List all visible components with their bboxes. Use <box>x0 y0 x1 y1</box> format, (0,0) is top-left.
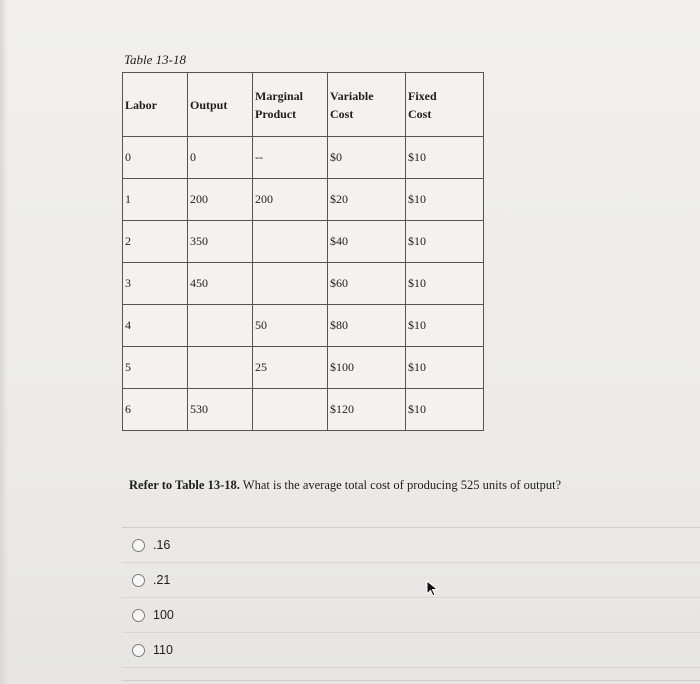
cell-fixed-cost: $10 <box>406 221 484 263</box>
cell-labor: 2 <box>123 221 188 263</box>
header-output: Output <box>188 73 253 137</box>
table-row <box>123 305 484 347</box>
cell-marginal-product: 25 <box>253 347 328 389</box>
table-row <box>123 347 484 389</box>
table-row <box>123 179 484 221</box>
cell-fixed-cost: $10 <box>406 137 484 179</box>
table-row <box>123 263 484 305</box>
cell-fixed-cost: $10 <box>406 389 484 431</box>
header-fixed-cost: Fixed Cost <box>406 73 484 137</box>
cell-variable-cost: $60 <box>328 263 406 305</box>
cell-labor: 5 <box>123 347 188 389</box>
answer-option[interactable] <box>122 528 700 563</box>
question-text <box>129 478 561 493</box>
cell-variable-cost: $0 <box>328 137 406 179</box>
cell-fixed-cost: $10 <box>406 347 484 389</box>
answer-option[interactable] <box>122 633 700 668</box>
header-marginal-product: Marginal Product <box>253 73 328 137</box>
cell-output: 350 <box>188 221 253 263</box>
cell-variable-cost: $40 <box>328 221 406 263</box>
table-row <box>123 137 484 179</box>
cell-variable-cost: $120 <box>328 389 406 431</box>
cell-marginal-product <box>253 263 328 305</box>
header-labor: Labor <box>123 73 188 137</box>
answer-option[interactable] <box>122 598 700 633</box>
cell-labor: 6 <box>123 389 188 431</box>
cell-marginal-product: 50 <box>253 305 328 347</box>
question-ref: Refer to Table 13-18. <box>129 478 240 492</box>
radio-button[interactable] <box>132 644 145 657</box>
table-row <box>123 389 484 431</box>
cost-table <box>122 72 484 431</box>
answer-label: 110 <box>153 643 173 657</box>
cell-output: 530 <box>188 389 253 431</box>
cell-output <box>188 347 253 389</box>
cell-fixed-cost: $10 <box>406 179 484 221</box>
header-variable-cost: Variable Cost <box>328 73 406 137</box>
cell-labor: 4 <box>123 305 188 347</box>
divider <box>122 680 700 681</box>
cell-marginal-product: -- <box>253 137 328 179</box>
radio-button[interactable] <box>132 574 145 587</box>
table-row <box>123 221 484 263</box>
cell-variable-cost: $20 <box>328 179 406 221</box>
page-edge-shadow <box>0 0 8 684</box>
cell-variable-cost: $80 <box>328 305 406 347</box>
cell-output: 0 <box>188 137 253 179</box>
cell-labor: 0 <box>123 137 188 179</box>
cell-variable-cost: $100 <box>328 347 406 389</box>
cell-marginal-product: 200 <box>253 179 328 221</box>
cell-labor: 1 <box>123 179 188 221</box>
cell-labor: 3 <box>123 263 188 305</box>
cell-fixed-cost: $10 <box>406 263 484 305</box>
cell-output: 200 <box>188 179 253 221</box>
cell-fixed-cost: $10 <box>406 305 484 347</box>
cell-output <box>188 305 253 347</box>
radio-button[interactable] <box>132 609 145 622</box>
answer-label: 100 <box>153 608 174 622</box>
cell-output: 450 <box>188 263 253 305</box>
question-body: What is the average total cost of producing 525 units of output? <box>239 478 562 492</box>
answer-label: .21 <box>153 573 171 587</box>
answer-label: .16 <box>153 538 171 552</box>
answer-option[interactable] <box>122 563 700 598</box>
mouse-pointer-icon <box>426 580 440 598</box>
cell-marginal-product <box>253 221 328 263</box>
cell-marginal-product <box>253 389 328 431</box>
answer-options <box>122 527 700 668</box>
radio-button[interactable] <box>132 539 145 552</box>
table-header-row <box>123 73 484 137</box>
table-caption: Table 13-18 <box>124 52 186 67</box>
